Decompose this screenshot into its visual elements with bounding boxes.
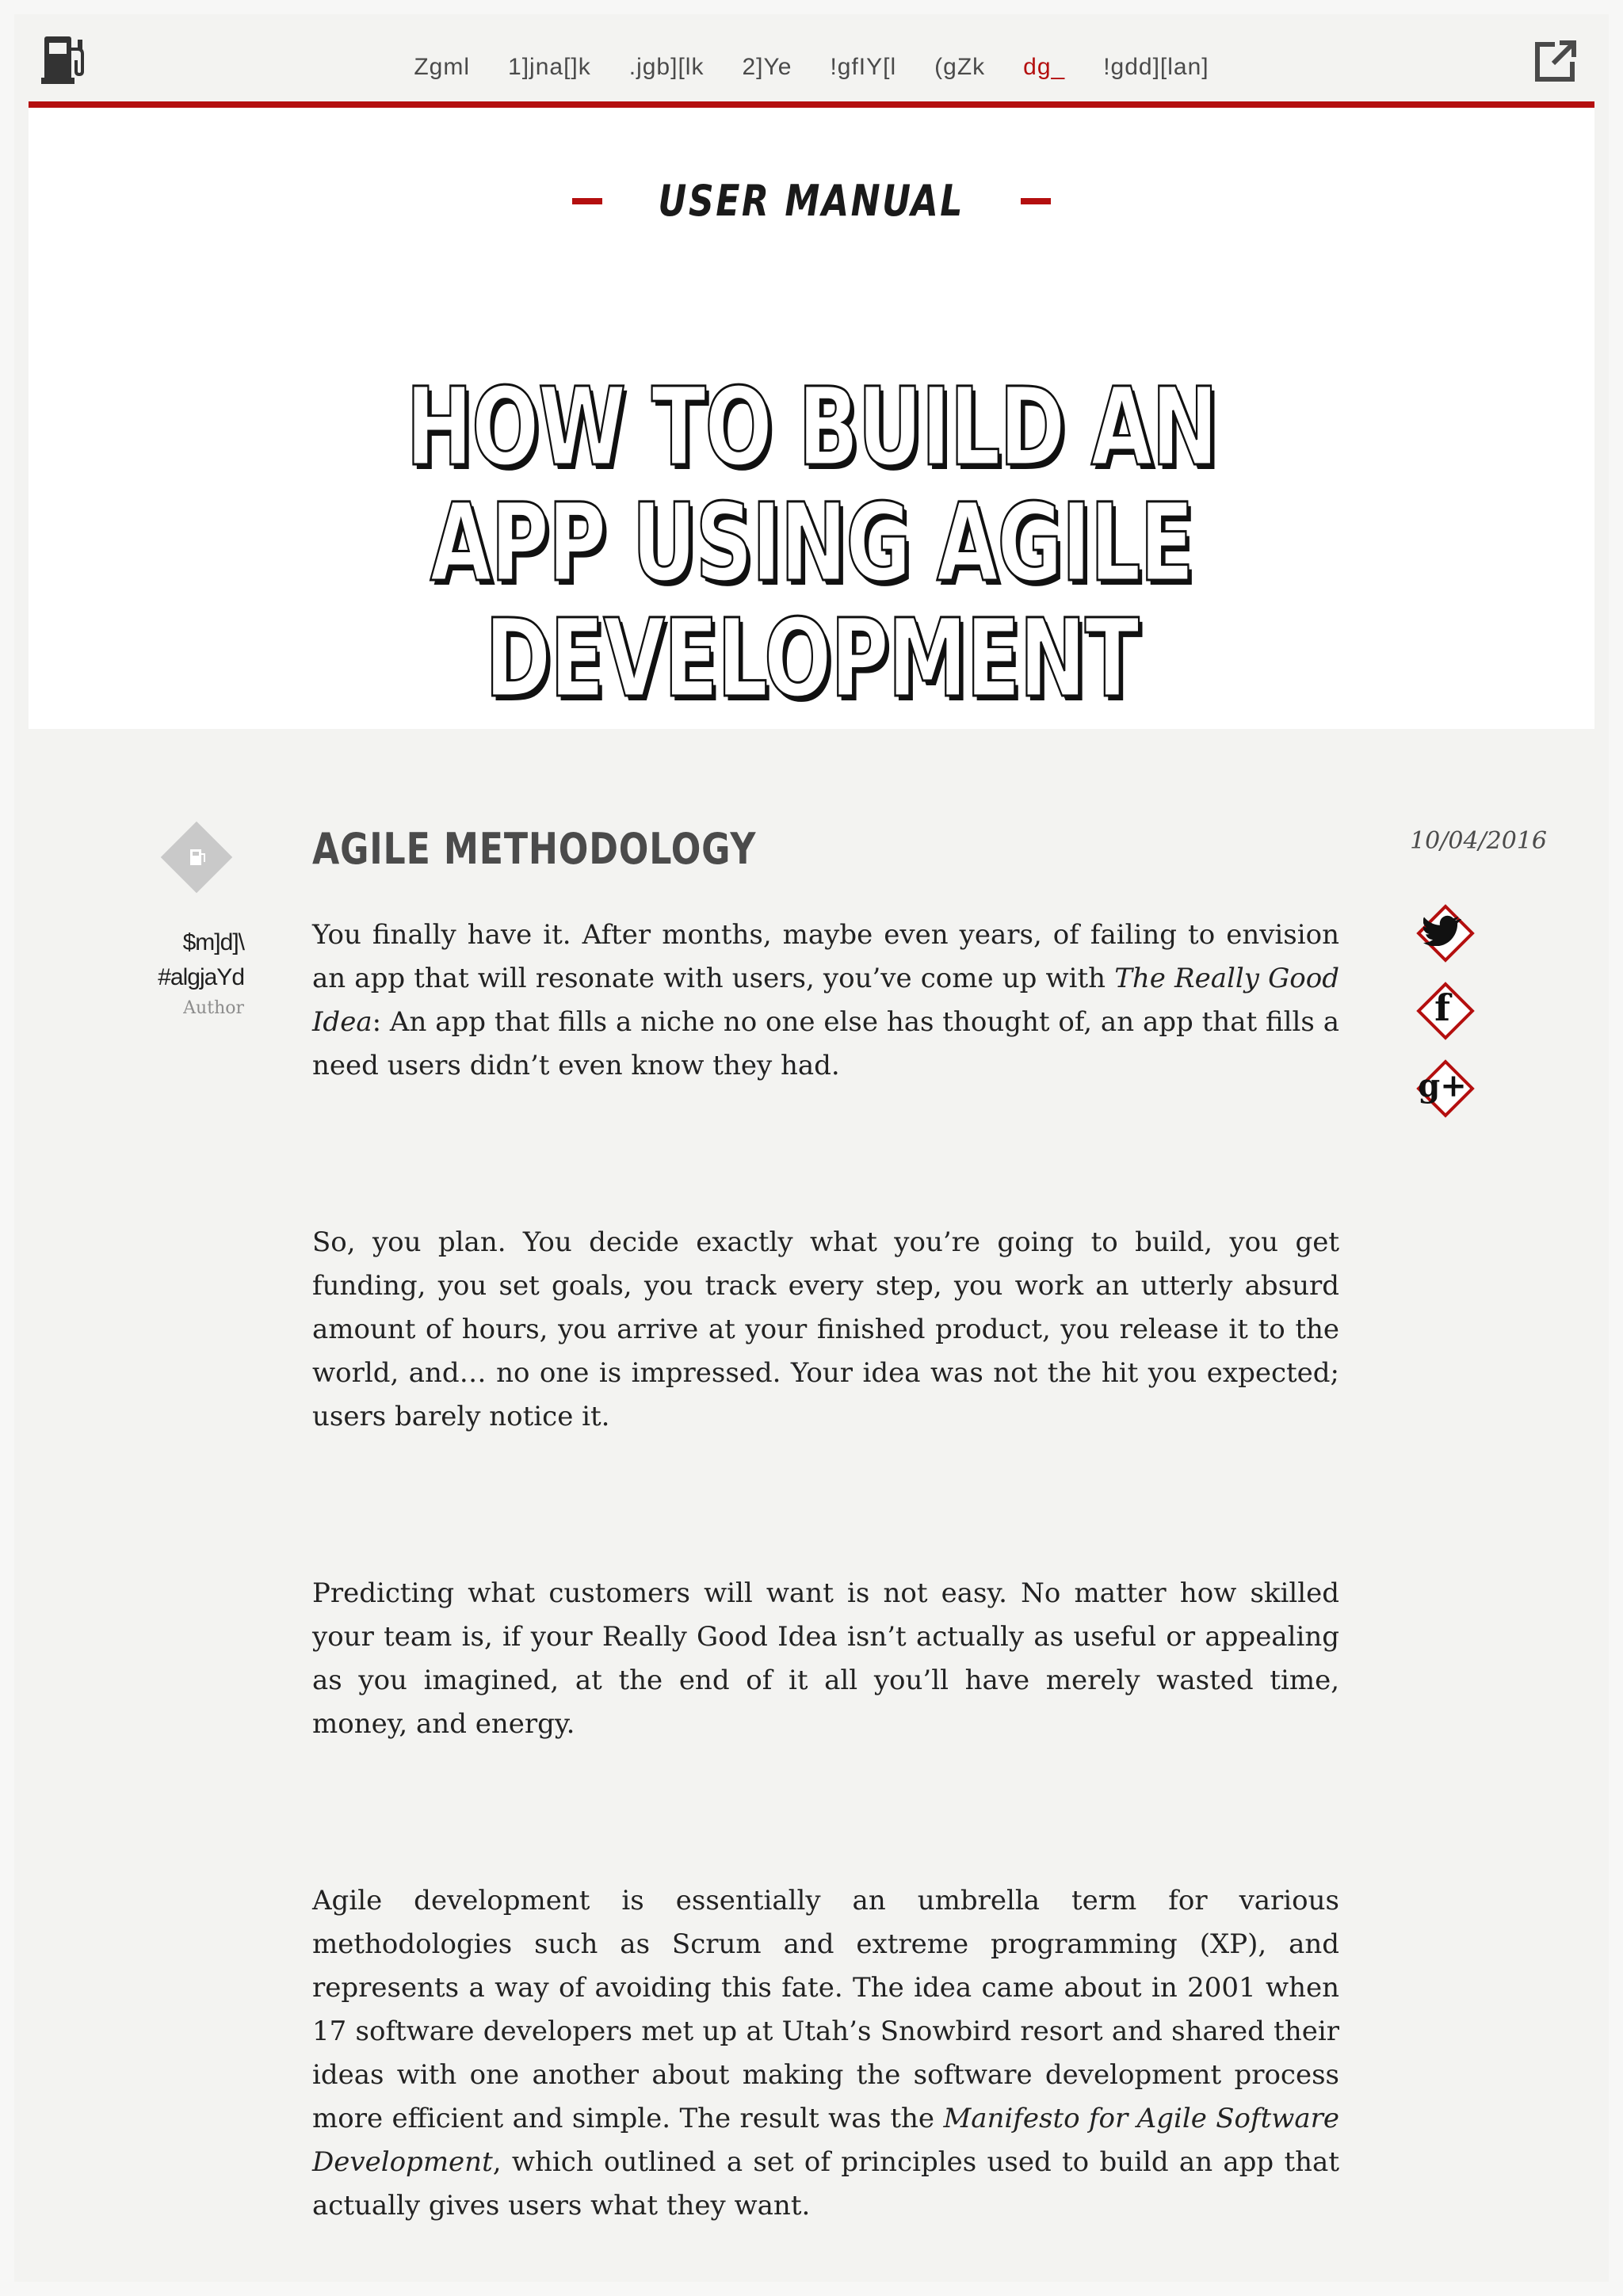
paragraph-1-emphasis: The Really Good Idea	[312, 963, 1339, 1038]
page-title: HOW TO BUILD AN APP USING AGILE DEVELOPMENT	[406, 365, 1217, 723]
nav-item-6[interactable]: (gZk	[934, 54, 986, 80]
author-role: Author	[183, 998, 244, 1018]
paragraph-1-text-a: You finally have it. After months, maybe even years, of failing to envision an app that will resonate with users, you’ve come up with	[312, 919, 1339, 994]
social-share	[1411, 898, 1474, 1131]
hero-header	[29, 108, 1594, 729]
top-nav-bar	[29, 14, 1594, 101]
article-meta	[1388, 827, 1547, 855]
nav-item-8[interactable]: !gdd][lan]	[1103, 54, 1209, 80]
section-title: AGILE METHODOLOGY	[312, 824, 757, 874]
author-name[interactable]	[86, 925, 244, 995]
nav-accent-line	[29, 101, 1594, 108]
paragraph-2: So, you plan. You decide exactly what you’re going to build, you get funding, you set goals, you track every step, you work an utterly absurd amount of hours, you arrive at your finished product, you release it to the world, and… no one is impressed. Your idea was not the hit you expected; users barely notice it.	[312, 1226, 1339, 1432]
nav-item-2[interactable]: 1]jna[]k	[508, 54, 591, 80]
main-nav	[29, 54, 1594, 81]
nav-item-7-active[interactable]: dg_	[1023, 54, 1066, 80]
article-body	[312, 824, 1339, 2228]
twitter-share-button[interactable]	[1411, 898, 1474, 962]
article-content	[29, 729, 1594, 2282]
paragraph-3: Predicting what customers will want is not easy. No matter how skilled your team is, if your Really Good Idea isn’t actually as useful or appealing as you imagined, at the end of it all you’ll have merely wasted time, money, and energy.	[312, 1577, 1339, 1740]
nav-item-5[interactable]: !gfIY[l	[830, 54, 897, 80]
paragraph-1-text-b: : An app that fills a niche no one else has thought of, an app that fills a need users didn’t even know they had.	[312, 1006, 1339, 1081]
kicker-label: USER MANUAL	[658, 176, 965, 226]
paragraph-4-text-a: Agile development is essentially an umbrella term for various methodologies such as Scrum and extreme programming (XP), and represents a way of avoiding this fate. The idea came about in 2001 when 17 software developers met up at Utah’s Snowbird resort and shared their ideas with one another about making the software development process more efficient and simple. The result was the	[312, 1885, 1339, 2134]
paragraph-4-emphasis: Manifesto for Agile Software Development	[312, 2103, 1339, 2178]
facebook-icon: f	[1434, 986, 1450, 1029]
paragraph-4-text-b: , which outlined a set of principles used to build an app that actually gives users what they want.	[312, 2146, 1339, 2222]
external-link-icon[interactable]	[1531, 38, 1579, 86]
google-plus-icon: g+	[1418, 1066, 1467, 1104]
kicker-dash-left	[572, 198, 602, 204]
author-name-line1: $m]d]\	[182, 929, 244, 955]
nav-item-4[interactable]: 2]Ye	[742, 54, 792, 80]
nav-item-3[interactable]: .jgb][lk	[628, 54, 705, 80]
google-plus-share-button[interactable]	[1411, 1054, 1474, 1117]
author-avatar-icon	[184, 845, 209, 870]
twitter-bird-icon	[1423, 914, 1461, 946]
author-name-line2: #algjaYd	[158, 964, 244, 990]
twitter-icon	[1411, 898, 1474, 962]
paragraph-4	[312, 1879, 1339, 2228]
paragraph-1	[312, 913, 1339, 1088]
nav-item-1[interactable]: Zgml	[414, 54, 471, 80]
kicker-dash-right	[1021, 198, 1051, 204]
publish-date: 10/04/2016	[1410, 827, 1547, 855]
facebook-share-button[interactable]	[1411, 976, 1474, 1039]
kicker	[29, 176, 1594, 226]
